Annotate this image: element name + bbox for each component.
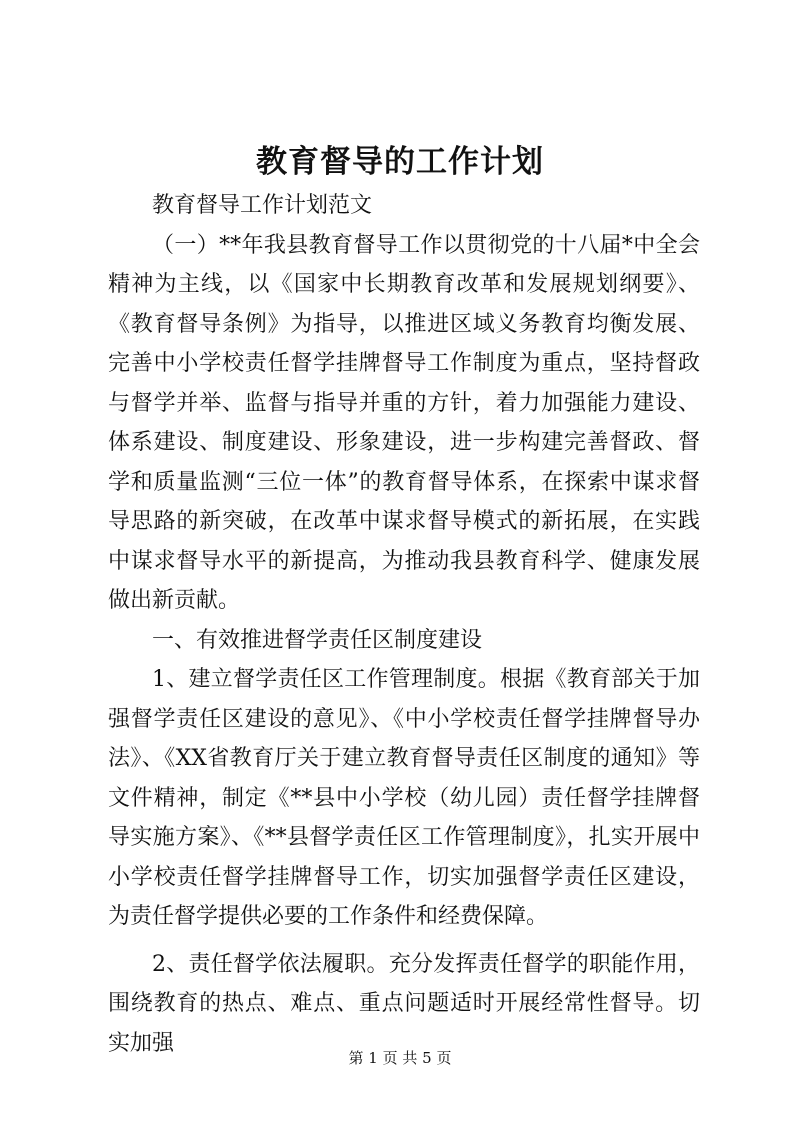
page-number-footer: 第 1 页 共 5 页 [348, 1049, 452, 1067]
intro-paragraph: （一）**年我县教育督导工作以贯彻党的十八届*中全会精神为主线，以《国家中长期教育改革和发展规划纲要》、《教育督导条例》为指导，以推进区域义务教育均衡发展、完善中小学校责任督学挂牌督导工作制度为重点，坚持督政与督学并举、监督与指导并重的方针，着力加强能力建设、体系建设、制度建设、形象建设，进一步构建完善督政、督学和质量监测“三位一体”的教育督导体系，在探索中谋求督导思路的新突破，在改革中谋求督导模式的新拓展，在实践中谋求督导水平的新提高，为推动我县教育科学、健康发展做出新贡献。 [108, 232, 700, 613]
section-heading: 一、有效推进督学责任区制度建设 [152, 627, 483, 653]
item-2-paragraph: 2、责任督学依法履职。充分发挥责任督学的职能作用，围绕教育的热点、难点、重点问题适时开展经常性督导。切实加强 [108, 951, 700, 1056]
document-title: 教育督导的工作计划 [256, 144, 544, 180]
item-1-paragraph: 1、建立督学责任区工作管理制度。根据《教育部关于加强督学责任区建设的意见》、《中小学校责任督学挂牌督导办法》、《XX省教育厅关于建立教育督导责任区制度的通知》等文件精神，制定《**县中小学校（幼儿园）责任督学挂牌督导实施方案》、《**县督学责任区工作管理制度》，扎实开展中小学校责任督学挂牌督导工作，切实加强督学责任区建设，为责任督学提供必要的工作条件和经费保障。 [108, 667, 700, 929]
subtitle-paragraph: 教育督导工作计划范文 [152, 193, 373, 218]
document-body [108, 186, 700, 1063]
